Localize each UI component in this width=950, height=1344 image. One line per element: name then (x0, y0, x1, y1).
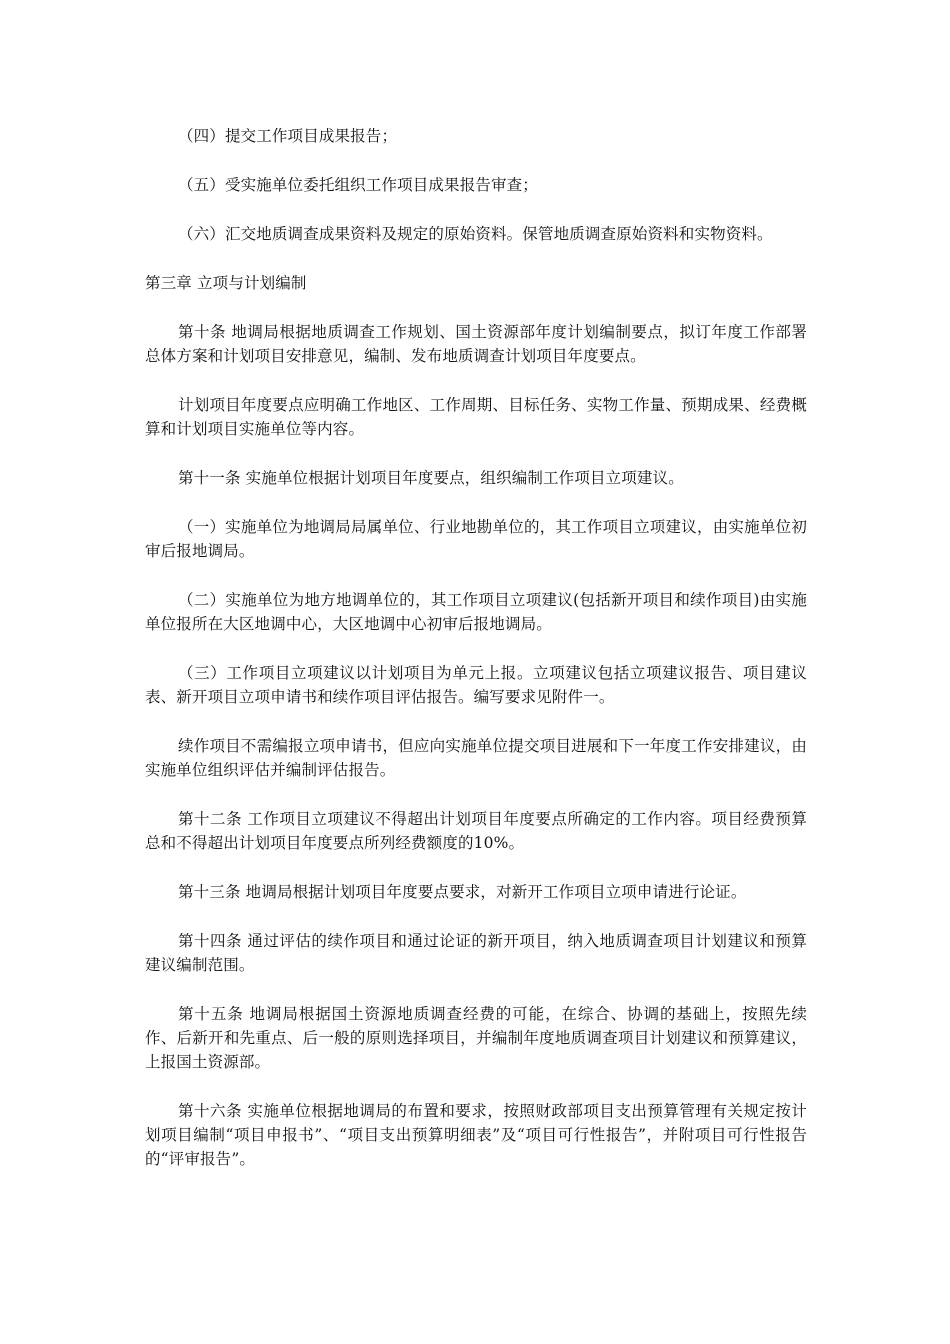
article-paragraph: 第十三条 地调局根据计划项目年度要点要求，对新开工作项目立项申请进行论证。 (178, 883, 747, 901)
article-paragraph: 第十一条 实施单位根据计划项目年度要点，组织编制工作项目立项建议。 (178, 469, 684, 487)
item-paragraph: （一）实施单位为地调局局属单位、行业地勘单位的，其工作项目立项建议，由实施单位初审后报地调局。 (145, 518, 807, 560)
item-paragraph: （五）受实施单位委托组织工作项目成果报告审查； (178, 176, 538, 194)
item-paragraph: （六）汇交地质调查成果资料及规定的原始资料。保管地质调查原始资料和实物资料。 (178, 225, 773, 243)
document-body (145, 124, 807, 1196)
article-paragraph: 第十六条 实施单位根据地调局的布置和要求，按照财政部项目支出预算管理有关规定按计划项目编制“项目申报书”、“项目支出预算明细表”及“项目可行性报告”，并附项目可行性报告的“评审报告”。 (145, 1102, 807, 1168)
article-paragraph: 第十条 地调局根据地质调查工作规划、国土资源部年度计划编制要点，拟订年度工作部署总体方案和计划项目安排意见，编制、发布地质调查计划项目年度要点。 (145, 323, 807, 365)
article-paragraph: 第十二条 工作项目立项建议不得超出计划项目年度要点所确定的工作内容。项目经费预算总和不得超出计划项目年度要点所列经费额度的10%。 (145, 810, 807, 852)
item-paragraph: （三）工作项目立项建议以计划项目为单元上报。立项建议包括立项建议报告、项目建议表、新开项目立项申请书和续作项目评估报告。编写要求见附件一。 (145, 664, 807, 706)
item-paragraph: （二）实施单位为地方地调单位的，其工作项目立项建议(包括新开项目和续作项目)由实施单位报所在大区地调中心，大区地调中心初审后报地调局。 (145, 591, 807, 633)
body-paragraph: 计划项目年度要点应明确工作地区、工作周期、目标任务、实物工作量、预期成果、经费概算和计划项目实施单位等内容。 (145, 396, 807, 438)
article-paragraph: 第十四条 通过评估的续作项目和通过论证的新开项目，纳入地质调查项目计划建议和预算建议编制范围。 (145, 932, 807, 974)
article-paragraph: 第十五条 地调局根据国土资源地质调查经费的可能，在综合、协调的基础上，按照先续作、后新开和先重点、后一般的原则选择项目，并编制年度地质调查项目计划建议和预算建议，上报国土资源部。 (145, 1005, 807, 1071)
body-paragraph: 续作项目不需编报立项申请书，但应向实施单位提交项目进展和下一年度工作安排建议，由实施单位组织评估并编制评估报告。 (145, 737, 807, 779)
chapter-heading: 第三章 立项与计划编制 (145, 274, 307, 292)
item-paragraph: （四）提交工作项目成果报告； (178, 127, 398, 145)
